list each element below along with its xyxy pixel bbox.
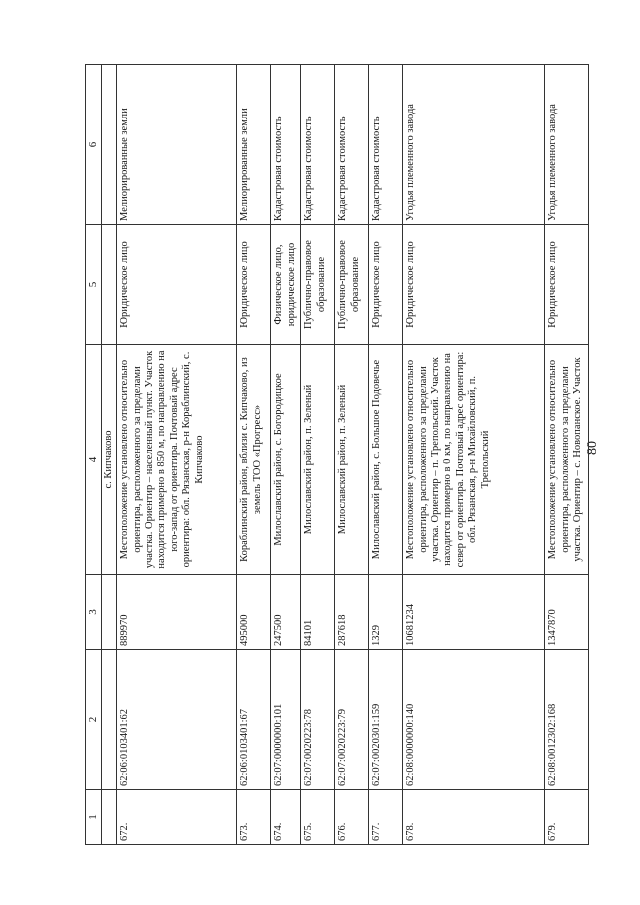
table-row — [545, 65, 589, 845]
location: Местоположение установлено относительно ориентира, расположенного за пределами участка. Ориентир – п. Трепольский. Участок находится примерно в 0 км, по направлению на север от ориентира. Почтовый адрес ориентира: обл. Рязанская, р-н Михайловский, п. Трепольский — [403, 345, 545, 575]
header-row — [86, 65, 102, 845]
note: Мелиорированные земли — [237, 65, 271, 225]
cadastral-number: 62:06:0103401:67 — [237, 650, 271, 790]
row-number: 675. — [301, 790, 335, 845]
cadastral-number: 62:08:0012302:168 — [545, 650, 589, 790]
location: Кораблинский район, вблизи с. Кипчаково, из земель ТОО «Прогресс» — [237, 345, 271, 575]
note: Угодья племенного завода — [403, 65, 545, 225]
location: Милославский район, с. Богородицкое — [271, 345, 301, 575]
table-row — [403, 65, 545, 845]
owner-type: Физическое лицо, юридическое лицо — [271, 225, 301, 345]
owner-type: Юридическое лицо — [117, 225, 237, 345]
subheader-cell: с. Кипчаково — [101, 345, 116, 575]
table-row — [369, 65, 403, 845]
area: 495000 — [237, 575, 271, 650]
area: 84101 — [301, 575, 335, 650]
location: Местоположение установлено относительно ориентира, расположенного за пределами участка. Ориентир – населенный пункт. Участок находится примерно в 850 м, по направлению на юго-запад от ориентира. Почтовый адрес ориентира: обл. Рязанская, р-н Кораблинский, с. Кипчаково — [117, 345, 237, 575]
area: 889970 — [117, 575, 237, 650]
row-number: 673. — [237, 790, 271, 845]
area: 287618 — [335, 575, 369, 650]
table-row — [271, 65, 301, 845]
owner-type: Юридическое лицо — [545, 225, 589, 345]
header-cell: 5 — [86, 225, 102, 345]
owner-type: Публично-правовое образование — [335, 225, 369, 345]
cadastral-number: 62:07:0020223:79 — [335, 650, 369, 790]
table-container — [85, 65, 625, 845]
owner-type: Юридическое лицо — [237, 225, 271, 345]
header-cell: 3 — [86, 575, 102, 650]
owner-type: Публично-правовое образование — [301, 225, 335, 345]
row-number: 672. — [117, 790, 237, 845]
table-row — [117, 65, 237, 845]
header-cell: 1 — [86, 790, 102, 845]
row-number: 677. — [369, 790, 403, 845]
cadastral-number: 62:06:0103401:62 — [117, 650, 237, 790]
row-number: 676. — [335, 790, 369, 845]
page-number: 80 — [585, 441, 600, 455]
table-row — [301, 65, 335, 845]
header-cell: 4 — [86, 345, 102, 575]
area: 1347870 — [545, 575, 589, 650]
note: Кадастровая стоимость — [369, 65, 403, 225]
row-number: 674. — [271, 790, 301, 845]
land-table — [85, 64, 589, 845]
note: Угодья племенного завода — [545, 65, 589, 225]
location: Милославский район, п. Зеленый — [335, 345, 369, 575]
owner-type: Юридическое лицо — [369, 225, 403, 345]
cadastral-number: 62:07:0020223:78 — [301, 650, 335, 790]
table-row — [237, 65, 271, 845]
area: 1329 — [369, 575, 403, 650]
row-number: 679. — [545, 790, 589, 845]
header-cell: 2 — [86, 650, 102, 790]
note: Кадастровая стоимость — [271, 65, 301, 225]
owner-type: Юридическое лицо — [403, 225, 545, 345]
note: Кадастровая стоимость — [301, 65, 335, 225]
cadastral-number: 62:08:0000000:140 — [403, 650, 545, 790]
area: 247500 — [271, 575, 301, 650]
cadastral-number: 62:07:0000000:101 — [271, 650, 301, 790]
row-number: 678. — [403, 790, 545, 845]
area: 10681234 — [403, 575, 545, 650]
table-row — [335, 65, 369, 845]
note: Кадастровая стоимость — [335, 65, 369, 225]
location: Милославский район, с. Большое Подовечье — [369, 345, 403, 575]
location: Милославский район, п. Зеленый — [301, 345, 335, 575]
location: Местоположение установлено относительно ориентира, расположенного за пределами участка. Ориентир – с. Новопанское. Участок — [545, 345, 589, 575]
header-cell: 6 — [86, 65, 102, 225]
cadastral-number: 62:07:0020301:159 — [369, 650, 403, 790]
note: Мелиорированные земли — [117, 65, 237, 225]
subheader-row — [101, 65, 116, 845]
